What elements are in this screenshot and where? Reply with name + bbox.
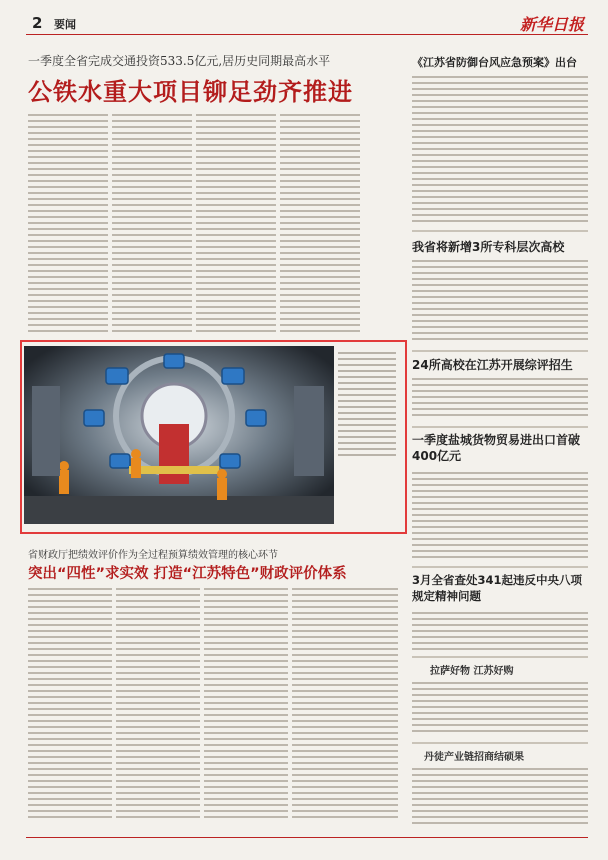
article-headline: 公铁水重大项目铆足劲齐推进 bbox=[28, 78, 353, 106]
right-headline-7: 丹徒产业链招商结硕果 bbox=[424, 752, 524, 763]
right-body-6 bbox=[412, 680, 588, 736]
divider bbox=[412, 742, 588, 744]
newspaper-logo: 新华日报 bbox=[519, 15, 584, 34]
tunnel-boring-machine-photo bbox=[24, 346, 334, 524]
article-subtitle: 一季度全省完成交通投资533.5亿元,居历史同期最高水平 bbox=[28, 54, 331, 68]
body-column bbox=[28, 586, 112, 822]
divider bbox=[412, 656, 588, 658]
photo-caption bbox=[338, 350, 396, 460]
right-headline-3: 24所高校在江苏开展综评招生 bbox=[412, 358, 573, 372]
right-headline-5: 3月全省查处341起违反中央八项规定精神问题 bbox=[412, 573, 583, 603]
divider bbox=[412, 566, 588, 568]
photo-illustration bbox=[24, 346, 334, 524]
right-body-1 bbox=[412, 74, 588, 224]
body-column bbox=[204, 586, 288, 822]
right-headline-4: 一季度盐城货物贸易进出口首破400亿元 bbox=[412, 433, 581, 463]
divider bbox=[412, 230, 588, 232]
right-body-4 bbox=[412, 470, 588, 560]
body-column bbox=[28, 112, 108, 336]
right-body-3 bbox=[412, 376, 588, 420]
body-column bbox=[112, 112, 192, 336]
caption-text bbox=[338, 350, 396, 460]
right-body-2 bbox=[412, 258, 588, 344]
divider bbox=[412, 426, 588, 428]
right-body-7 bbox=[412, 766, 588, 826]
body-column bbox=[280, 112, 360, 336]
page-footer bbox=[26, 837, 588, 850]
section-name: 要闻 bbox=[54, 18, 76, 31]
body-column bbox=[196, 112, 276, 336]
body-column bbox=[292, 586, 398, 822]
page-number: 2 bbox=[32, 14, 43, 32]
right-headline-1: 《江苏省防御台风应急预案》出台 bbox=[412, 56, 577, 69]
right-headline-6: 拉萨好物 江苏好购 bbox=[430, 666, 514, 677]
fiscal-headline: 突出“四性”求实效 打造“江苏特色”财政评价体系 bbox=[28, 566, 347, 582]
right-body-5 bbox=[412, 610, 588, 650]
fiscal-subtitle: 省财政厅把绩效评价作为全过程预算绩效管理的核心环节 bbox=[28, 550, 278, 561]
right-headline-2: 我省将新增3所专科层次高校 bbox=[412, 240, 565, 254]
divider bbox=[412, 350, 588, 352]
page-header bbox=[26, 12, 588, 35]
body-column bbox=[116, 586, 200, 822]
